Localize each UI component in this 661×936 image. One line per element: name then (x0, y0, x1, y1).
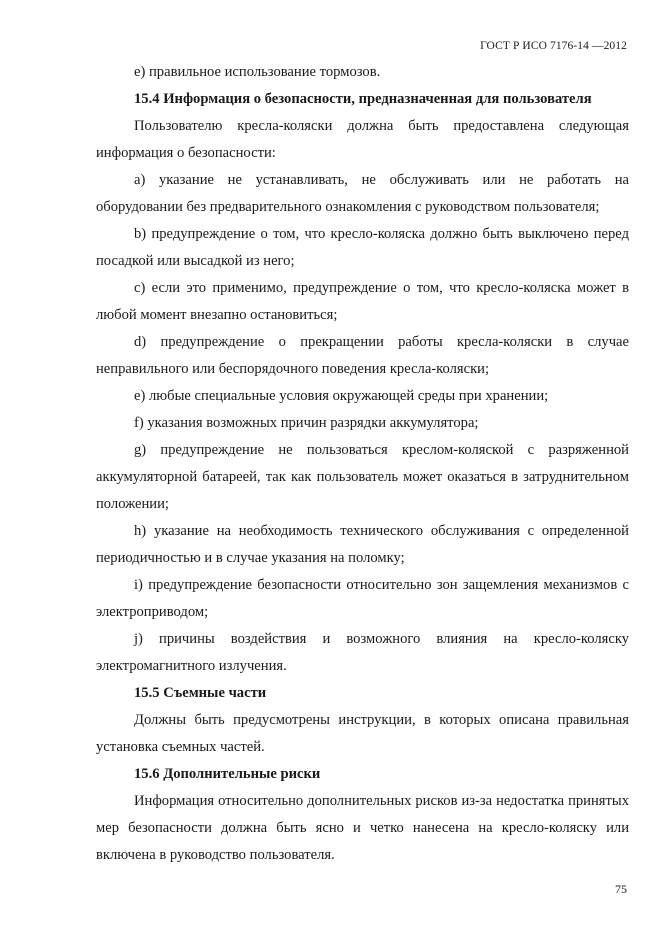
section-15-4-heading: 15.4 Информация о безопасности, предназначенная для пользователя (134, 91, 592, 107)
document-code-header: ГОСТ Р ИСО 7176-14 —2012 (480, 40, 627, 52)
section-15-4-item-a: a) указание не устанавливать, не обслуживать или не работать на оборудовании без предварительного ознакомления с руководством пользователя; (96, 172, 629, 215)
section-15-6-text: Информация относительно дополнительных рисков из-за недостатка принятых мер безопасности должна быть ясно и четко нанесена на кресло-коляску или включена в руководство пользователя. (96, 793, 629, 863)
section-15-5-heading: 15.5 Съемные части (134, 685, 267, 701)
section-15-4-intro: Пользователю кресла-коляски должна быть предоставлена следующая информация о безопасности: (96, 118, 629, 161)
section-15-4-item-f: f) указания возможных причин разрядки аккумулятора; (134, 415, 479, 431)
section-15-4-item-d: d) предупреждение о прекращении работы кресла-коляски в случае неправильного или беспорядочного поведения кресла-коляски; (96, 334, 629, 377)
section-15-5-text: Должны быть предусмотрены инструкции, в которых описана правильная установка съемных частей. (96, 712, 629, 755)
section-15-6-heading: 15.6 Дополнительные риски (134, 766, 321, 782)
document-body (96, 59, 629, 869)
section-15-4-item-j: j) причины воздействия и возможного влияния на кресло-коляску электромагнитного излучения. (96, 631, 629, 674)
page-number: 75 (615, 882, 627, 896)
section-15-4-item-g: g) предупреждение не пользоваться креслом-коляской с разряженной аккумуляторной батареей, так как пользователь может оказаться в затруднительном положении; (96, 442, 629, 512)
section-15-4-item-b: b) предупреждение о том, что кресло-коляска должно быть выключено перед посадкой или высадкой из него; (96, 226, 629, 269)
section-15-4-item-c: c) если это применимо, предупреждение о том, что кресло-коляска может в любой момент внезапно остановиться; (96, 280, 629, 323)
item-e-brakes: е) правильное использование тормозов. (134, 64, 381, 80)
section-15-4-item-e: e) любые специальные условия окружающей среды при хранении; (134, 388, 549, 404)
section-15-4-item-h: h) указание на необходимость технического обслуживания с определенной периодичностью и в случае указания на поломку; (96, 523, 629, 566)
section-15-4-item-i: i) предупреждение безопасности относительно зон защемления механизмов с электроприводом; (96, 577, 629, 620)
